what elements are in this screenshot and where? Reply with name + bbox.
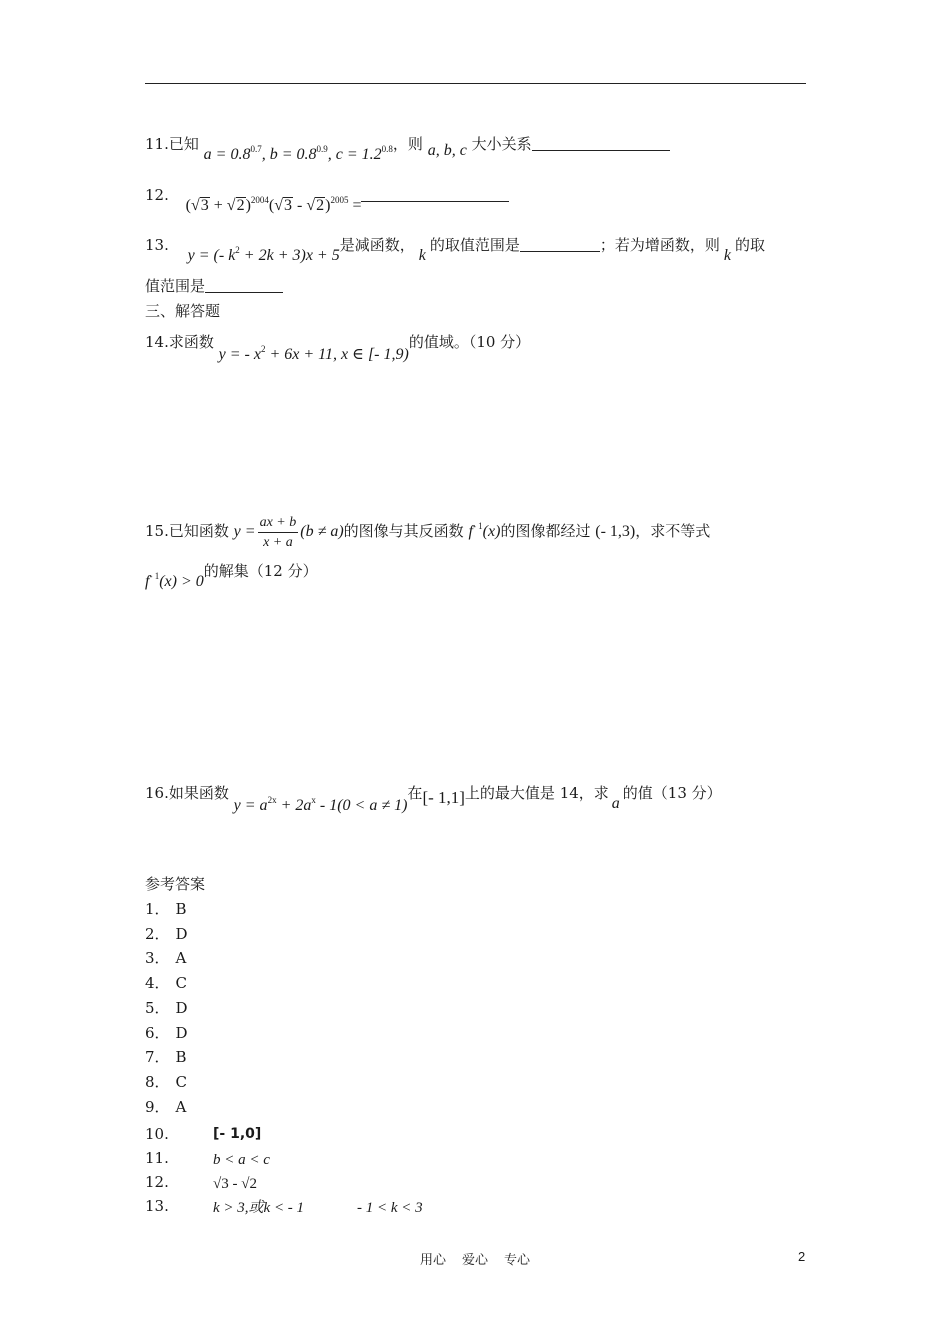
q11-math: $a = 0.8^{0.7}$, $b = 0.8^{0.9}$, $c = 1.2^{0.8}$ xyxy=(203,144,393,163)
q16-math: $y = a^{2x} + 2a^x - 1(0 < a \ne 1)$ xyxy=(233,795,408,814)
q12-math: $(√3 + √2)^{2004}(√3 - √2)^{2005}$ = xyxy=(185,195,362,214)
q14-math: y = - $x^2 + 6x + 11$, x ∈ [- 1,9) xyxy=(218,344,409,363)
q15-inverse: $f^{- 1}(x)$ xyxy=(468,521,501,540)
answer-item: 6． D xyxy=(145,1023,188,1042)
q13-math: y = (- $k^2 + 2k + 3)x + 5$ xyxy=(187,245,340,264)
header-rule xyxy=(145,83,806,84)
section-title: 三、解答题 xyxy=(145,302,221,320)
question-13: 13. y = (- $k^2 + 2k + 3)x + 5$是减函数，k的取值范围是 ；若为增函数，则k的取 xyxy=(145,236,765,264)
question-13-cont: 值范围是 xyxy=(145,276,283,296)
answer-item: 7． B xyxy=(145,1048,187,1067)
page-footer: 用心 爱心 专心 xyxy=(419,1253,531,1268)
answer-item: 4． C xyxy=(145,974,188,993)
question-12: 12. $(√3 + √2)^{2004}(√3 - √2)^{2005}$ = xyxy=(145,180,509,206)
answers-title: 参考答案 xyxy=(145,875,206,893)
answer-blank[interactable] xyxy=(532,136,670,151)
question-14: 14.求函数 y = - $x^2 + 6x + 11$, x ∈ [- 1,9)的值域。（10 分） xyxy=(145,333,531,363)
answer-item: 9． A xyxy=(145,1097,187,1116)
q15-inequality: $f^{- 1}(x) > 0$ xyxy=(145,571,204,590)
question-15: 15.已知函数 y = $\frac{ax + b}{x + a}$ (b ≠ a)的图像与其反函数 $f^{- 1}(x)$的图像都经过 (- 1,3)，求不等式 xyxy=(145,514,711,550)
answer-item: 2． D xyxy=(145,924,188,943)
answer-item: 1． B xyxy=(145,900,187,918)
answer-blank[interactable] xyxy=(361,187,509,202)
answer-item: 5． D xyxy=(145,998,188,1017)
page-number: 2 xyxy=(798,1249,806,1264)
question-15-cont: $f^{- 1}(x) > 0$的解集（12 分） xyxy=(145,562,318,590)
question-11: 11.已知 $a = 0.8^{0.7}$, $b = 0.8^{0.9}$, $c = 1.2^{0.8}$，则 a, b, c 大小关系 xyxy=(145,129,670,155)
question-16: 16.如果函数 $y = a^{2x} + 2a^x - 1(0 < a \ne 1)$在[- 1,1]上的最大值是 14，求a的值（13 分） xyxy=(145,784,722,814)
answer-blank[interactable] xyxy=(205,278,283,293)
answer-item: 8． C xyxy=(145,1072,188,1091)
answer-blank[interactable] xyxy=(520,237,600,252)
q15-function: y = $\frac{ax + b}{x + a}$ (b ≠ a) xyxy=(233,514,344,550)
answer-item: 3． A xyxy=(145,949,187,968)
